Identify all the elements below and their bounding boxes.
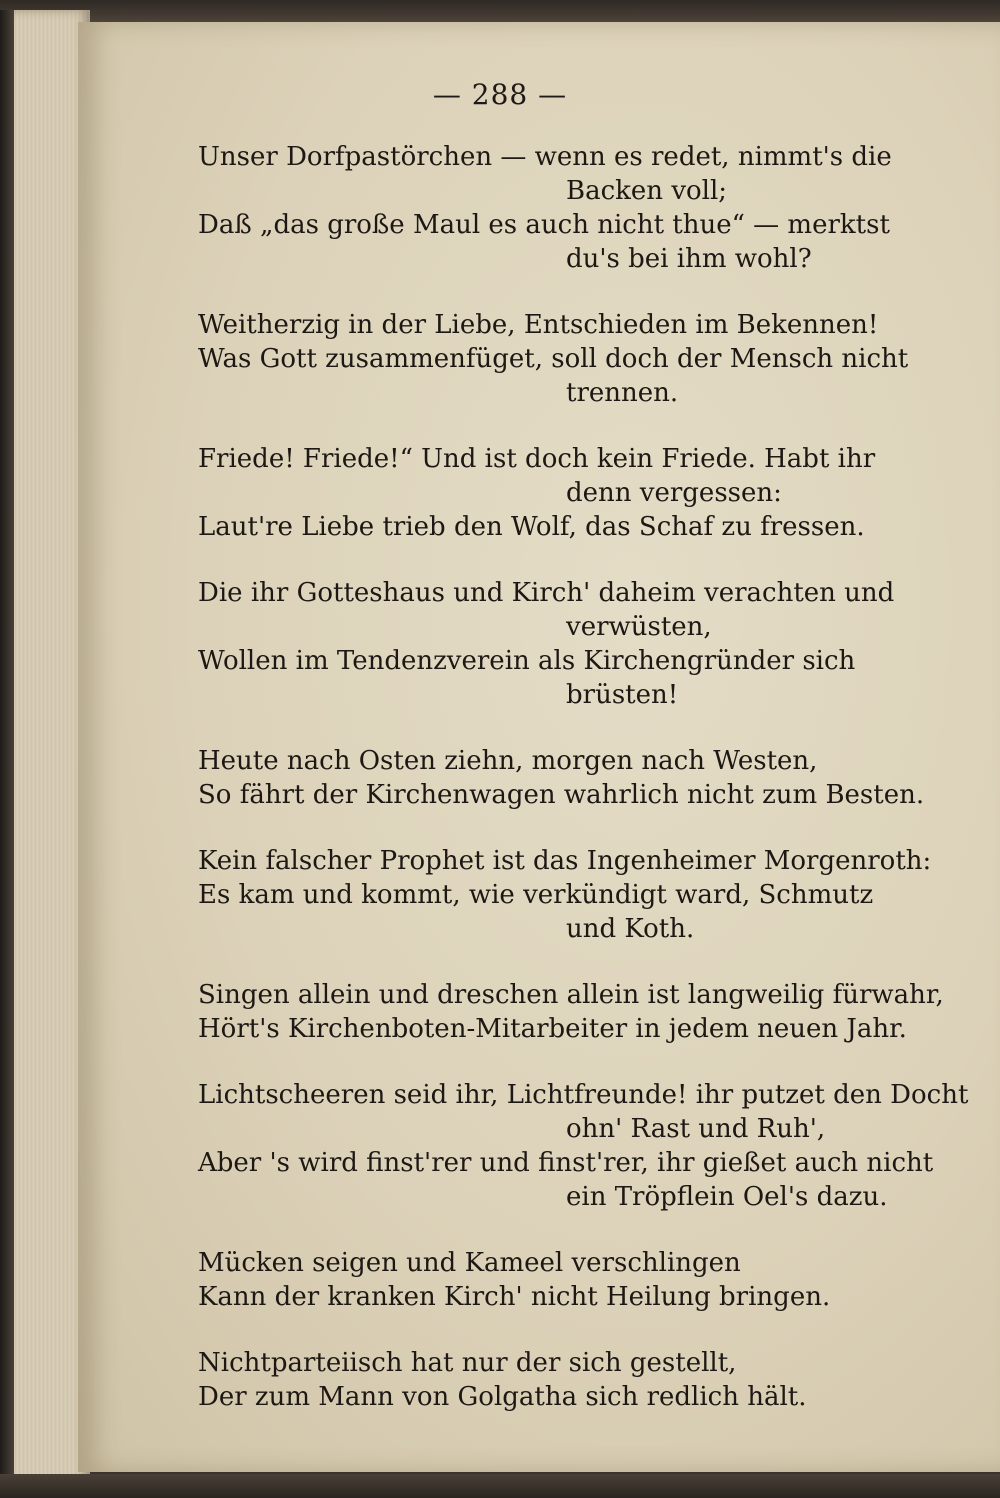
verse-line: Wollen im Tendenzverein als Kirchengründer sich <box>198 646 856 676</box>
verse-line: Nichtparteiisch hat nur der sich gestellt, <box>198 1348 737 1378</box>
page-edges <box>0 10 90 1490</box>
stanza <box>198 140 943 276</box>
verse-line: Es kam und kommt, wie verkündigt ward, Schmutz <box>198 880 874 910</box>
verse-line-continuation: und Koth. <box>566 914 695 944</box>
stanza <box>198 308 943 410</box>
verse-line-continuation: ein Tröpflein Oel's dazu. <box>566 1182 888 1212</box>
stanza <box>198 844 943 946</box>
verse-line: Die ihr Gotteshaus und Kirch' daheim verachten und <box>198 578 895 608</box>
stanza <box>198 744 943 812</box>
verse-line: Daß „das große Maul es auch nicht thue“ — merktst <box>198 210 890 240</box>
verse-line: Kann der kranken Kirch' nicht Heilung bringen. <box>198 1282 831 1312</box>
verse-line: Lichtscheeren seid ihr, Lichtfreunde! ihr putzet den Docht <box>198 1080 969 1110</box>
verse-line-continuation: ohn' Rast und Ruh', <box>566 1114 826 1144</box>
verse-line-continuation: du's bei ihm wohl? <box>566 244 812 274</box>
verse-line: Kein falscher Prophet ist das Ingenheimer Morgenroth: <box>198 846 932 876</box>
verse-line: Friede! Friede!“ Und ist doch kein Friede. Habt ihr <box>198 444 876 474</box>
verse-line: Aber 's wird finst'rer und finst'rer, ihr gießet auch nicht <box>198 1148 934 1178</box>
verse-line: Hört's Kirchenboten-Mitarbeiter in jedem neuen Jahr. <box>198 1014 907 1044</box>
verse-line: Der zum Mann von Golgatha sich redlich hält. <box>198 1382 807 1412</box>
stanza <box>198 978 943 1046</box>
verse-line: Laut're Liebe trieb den Wolf, das Schaf zu fressen. <box>198 512 865 542</box>
verse-line-continuation: Backen voll; <box>566 176 728 206</box>
verse-line-continuation: verwüsten, <box>566 612 712 642</box>
poem-text <box>198 140 969 1446</box>
stanza <box>198 1078 969 1214</box>
verse-line: Weitherzig in der Liebe, Entschieden im Bekennen! <box>198 310 879 340</box>
verse-line: Unser Dorfpastörchen — wenn es redet, nimmt's die <box>198 142 892 172</box>
verse-line: So fährt der Kirchenwagen wahrlich nicht zum Besten. <box>198 780 925 810</box>
verse-line: Was Gott zusammenfüget, soll doch der Mensch nicht <box>198 344 909 374</box>
verse-line-continuation: brüsten! <box>566 680 679 710</box>
verse-line: Singen allein und dreschen allein ist langweilig fürwahr, <box>198 980 944 1010</box>
bottom-shadow <box>0 1474 1000 1498</box>
stanza <box>198 1246 943 1314</box>
stanza <box>198 1346 943 1414</box>
verse-line: Mücken seigen und Kameel verschlingen <box>198 1248 741 1278</box>
verse-line-continuation: trennen. <box>566 378 679 408</box>
stanza <box>198 576 943 712</box>
verse-line-continuation: denn vergessen: <box>566 478 782 508</box>
verse-line: Heute nach Osten ziehn, morgen nach Westen, <box>198 746 818 776</box>
stanza <box>198 442 943 544</box>
page-number: — 288 — <box>432 78 568 111</box>
